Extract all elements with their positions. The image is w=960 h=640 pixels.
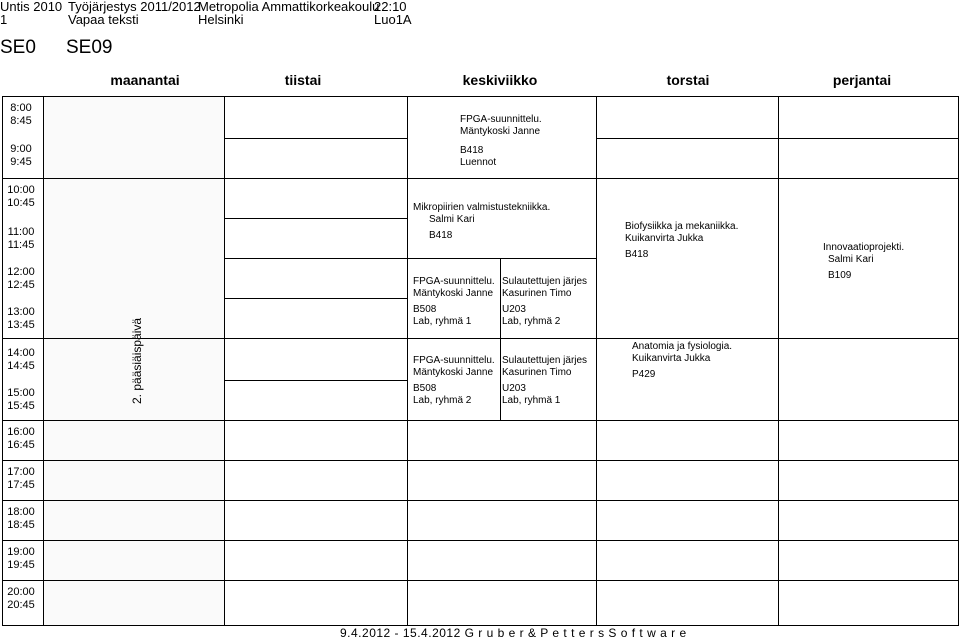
event-wed-fpga-lecture[interactable]: FPGA-suunnittelu. Mäntykoski Janne B418 Luennot — [460, 114, 542, 168]
group-code: SE09 — [66, 37, 113, 58]
time-slot: 13:00 13:45 — [7, 306, 35, 331]
event-fri-inno[interactable]: Innovaatioprojekti. Salmi Kari B109 — [823, 242, 905, 281]
free-text: Vapaa teksti — [68, 12, 139, 27]
time-slot: 14:00 14:45 — [7, 347, 35, 372]
day-friday: perjantai — [832, 72, 892, 88]
time-slot: 8:00 8:45 — [10, 102, 32, 127]
holiday-label: 2. pääsiäispäivä — [130, 317, 144, 404]
day-wednesday: keskiviikko — [462, 72, 538, 88]
location-code: Luo1A — [374, 12, 412, 27]
schedule-title: Työjärjestys 2011/2012 — [68, 0, 201, 14]
time-slot: 19:00 19:45 — [7, 546, 35, 571]
event-thu-ana[interactable]: Anatomia ja fysiologia. Kuikanvirta Jukka P429 — [632, 341, 733, 380]
time-slot: 17:00 17:45 — [7, 466, 35, 491]
day-tuesday: tiistai — [284, 72, 322, 88]
event-wed-mikro[interactable]: Mikropiirien valmistustekniikka. Salmi Kari B418 — [413, 202, 551, 241]
event-wed-fpga-lab2[interactable]: FPGA-suunnittelu. Mäntykoski Janne B508 Lab, ryhmä 2 — [413, 355, 495, 406]
time-slot: 18:00 18:45 — [7, 506, 35, 531]
app-name: Untis 2010 — [0, 0, 63, 14]
time-slot: 11:00 11:45 — [7, 226, 35, 251]
class-code: SE0 — [0, 37, 36, 58]
time-slot: 20:00 20:45 — [7, 586, 35, 611]
time-slot: 15:00 15:45 — [7, 387, 35, 412]
time-slot: 16:00 16:45 — [7, 426, 35, 451]
city: Helsinki — [198, 12, 244, 27]
page-number: 1 — [0, 12, 8, 27]
time-slot: 10:00 10:45 — [7, 184, 35, 209]
school-name: Metropolia Ammattikorkeakoulu — [198, 0, 380, 14]
print-time: 22:10 — [374, 0, 407, 14]
time-slot: 12:00 12:45 — [7, 266, 35, 291]
time-slot: 9:00 9:45 — [10, 143, 32, 168]
event-wed-sul-lab1[interactable]: Sulautettujen järjes Kasurinen Timo U203 Lab, ryhmä 1 — [502, 355, 588, 406]
event-thu-bio[interactable]: Biofysiikka ja mekaniikka. Kuikanvirta Jukka B418 — [625, 221, 739, 260]
day-thursday: torstai — [666, 72, 710, 88]
event-wed-sul-lab2[interactable]: Sulautettujen järjes Kasurinen Timo U203 Lab, ryhmä 2 — [502, 276, 588, 327]
day-monday: maanantai — [110, 72, 180, 88]
event-wed-fpga-lab1[interactable]: FPGA-suunnittelu. Mäntykoski Janne B508 Lab, ryhmä 1 — [413, 276, 495, 327]
footer-text: 9.4.2012 - 15.4.2012 G r u b e r & P e t t e r s S o f t w a r e — [340, 626, 687, 640]
